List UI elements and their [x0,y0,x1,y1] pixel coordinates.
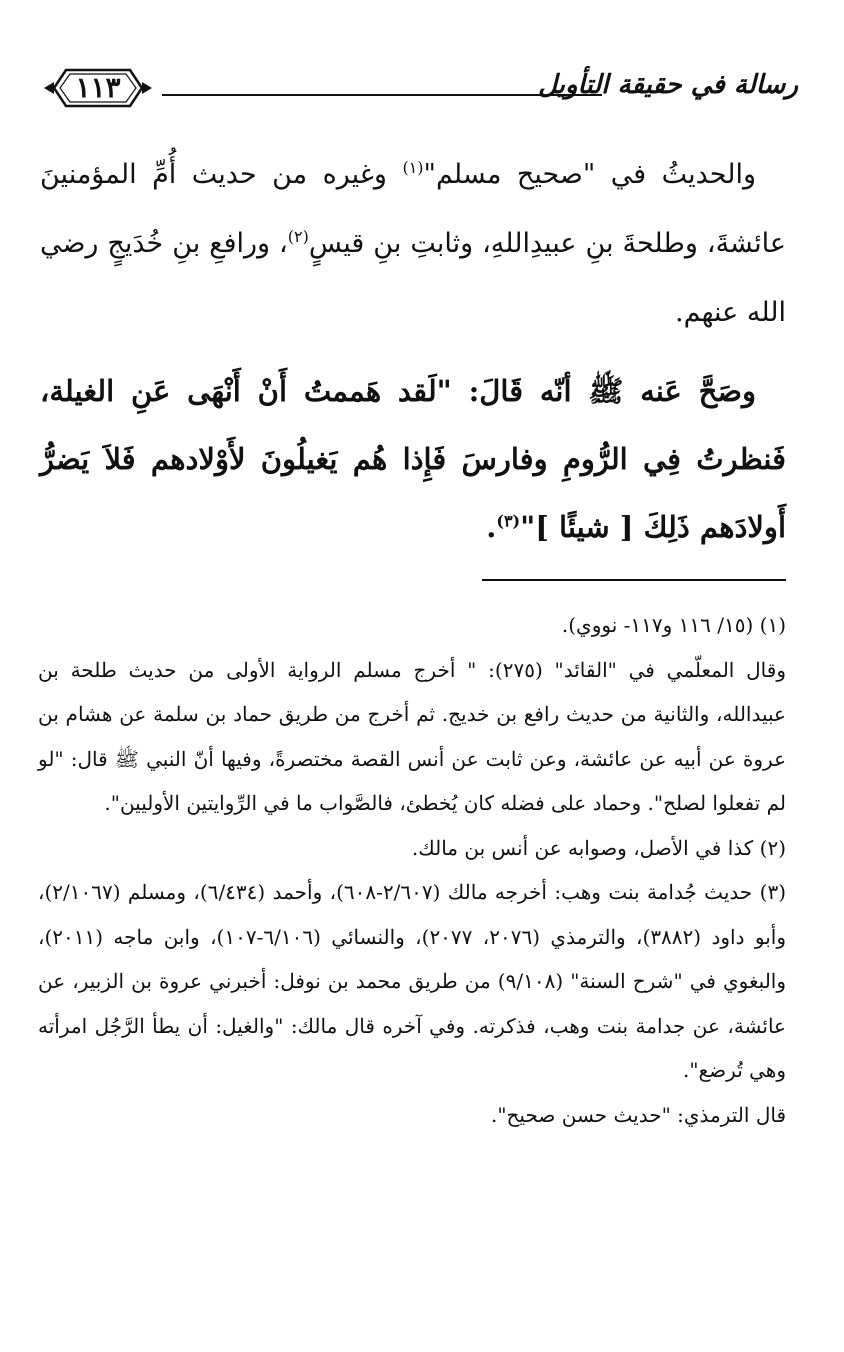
paragraph-1-text-b: وغيره من حديث أُمِّ المؤمنينَ عائشةَ، وطلحةَ بنِ عبيدِاللهِ، وثابتِ بنِ قيسٍ [40,159,786,259]
footnote-ref-1: (١) [402,158,424,177]
book-title: رسالة في حقيقة التأويل [538,70,798,100]
main-text [40,140,786,561]
footnote-1: (١) (١٥/ ١١٦ و١١٧- نووي). [561,613,786,637]
footnote-3-tirmidhi: قال الترمذي: "حديث حسن صحيح". [490,1102,786,1127]
footnote-2: (٢) كذا في الأصل، وصوابه عن أنس بن مالك. [411,835,786,860]
footnote-ref-2: (٢) [287,227,309,246]
page-number-badge [42,66,154,110]
header-rule [162,94,602,96]
paragraph-1-text-a: والحديثُ في "صحيح مسلم" [423,159,757,190]
footnotes [38,603,786,1137]
footnote-ref-3: (٣) [496,511,521,531]
running-header [38,62,798,118]
footnote-1-quote: وقال المعلّمي في "القائد" (٢٧٥): " أخرج مسلم الرواية الأولى من حديث طلحة بن عبيدالله، والثانية من حديث رافع بن خديج. ثم أخرج من طريق حماد بن سلمة عن هشام بن عروة عن أبيه عن عائشة، وعن ثابت عن أنس القصة مختصرةً، وفيها أنّ النبي ﷺ قال: "لو لم تفعلوا لصلح". وحماد على فضله كان يُخطئ، فالصَّواب ما في الرِّوايتين الأوليين". [38,657,786,815]
paragraph-2-text-a: وصَحَّ عَنه ﷺ أنّه قَالَ: "لَقد هَممتُ أَنْ أَنْهَى عَنِ الغيلة، فَنظرتُ فِي الرُّومِ وفارسَ فَإِذا هُم يَغيلُونَ لأَوْلادهم فَلاَ يَضرُّ أَولادَهم ذَلِكَ [ شيئًا ]" [40,374,786,544]
paragraph-1 [40,140,786,347]
footnote-divider [482,579,786,581]
paragraph-2 [40,357,786,561]
paragraph-1-text-c: ، ورافعِ بنِ خُدَيجٍ رضي الله عنهم. [40,228,786,328]
page-number: ١١٣ [75,71,121,104]
paragraph-2-text-b: . [486,510,497,544]
footnote-3: (٣) حديث جُدامة بنت وهب: أخرجه مالك (٢/٦٠٧-٦٠٨)، وأحمد (٦/٤٣٤)، ومسلم (٢/١٠٦٧)، وأبو داود (٣٨٨٢)، والترمذي (٢٠٧٦، ٢٠٧٧)، والنسائي (٦/١٠٦-١٠٧)، وابن ماجه (٢٠١١)، والبغوي في "شرح السنة" (٩/١٠٨) من طريق محمد بن نوفل: أخبرني عروة بن الزبير، عن عائشة، عن جدامة بنت وهب، فذكرته. وفي آخره قال مالك: "والغيل: أن يطأ الرَّجُل امرأته وهي تُرضع". [38,880,787,1082]
